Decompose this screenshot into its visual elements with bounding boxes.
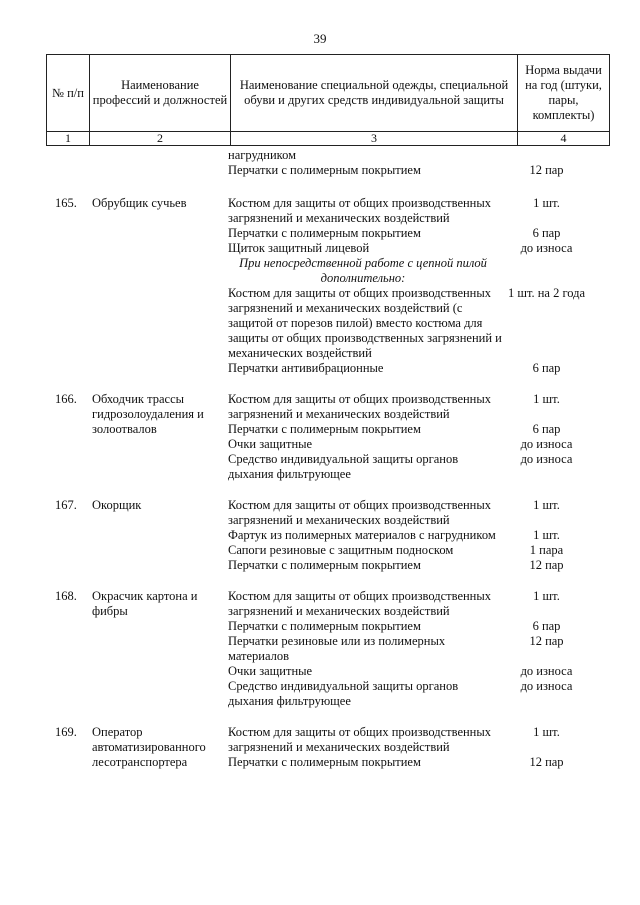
ppe-item (222, 755, 589, 770)
item-text: Перчатки резиновые или из полимерных материалов (228, 634, 446, 663)
ppe-item (222, 286, 589, 361)
entry-profession: Окрасчик картона и фибры (92, 589, 198, 618)
item-text: Очки защитные (228, 437, 313, 451)
entry-profession: Окорщик (92, 498, 142, 512)
header-num-3: 3 (231, 132, 518, 146)
ppe-item (222, 634, 589, 664)
item-text: При непосредственной работе с цепной пилой дополнительно: (239, 256, 487, 285)
entry-number: 168. (55, 589, 77, 603)
header-num-2: 2 (90, 132, 231, 146)
table-row (46, 498, 589, 573)
item-norm (504, 256, 589, 286)
item-norm: 1 пара (529, 543, 564, 557)
header-num-1: 1 (47, 132, 90, 146)
item-norm: до износа (520, 679, 573, 693)
ppe-item (222, 558, 589, 573)
ppe-item (222, 619, 589, 634)
item-norm: 12 пар (529, 634, 564, 648)
entry-profession: Оператор автоматизированного лесотранспортера (92, 725, 206, 769)
ppe-item (222, 725, 589, 755)
item-norm: 1 шт. (533, 725, 560, 739)
ppe-item (222, 679, 589, 709)
item-text: Перчатки антивибрационные (228, 361, 384, 375)
item-norm: до износа (520, 437, 573, 451)
item-text: Перчатки с полимерным покрытием (228, 163, 421, 177)
item-norm: 12 пар (529, 163, 564, 177)
table-header (46, 54, 610, 146)
entries-list (46, 196, 589, 770)
table-row (46, 725, 589, 770)
entry-number: 169. (55, 725, 77, 739)
item-text: Костюм для защиты от общих производственных загрязнений и механических воздействий (228, 725, 492, 754)
ppe-item (222, 664, 589, 679)
item-norm: 6 пар (532, 619, 561, 633)
item-text: Перчатки с полимерным покрытием (228, 226, 421, 240)
continuation-block (46, 148, 589, 178)
ppe-item (222, 241, 589, 256)
item-norm: 12 пар (529, 558, 564, 572)
item-text: Средство индивидуальной защиты органов дыхания фильтрующее (228, 679, 459, 708)
header-col-norm: Норма выдачи на год (штуки, пары, комплекты) (518, 55, 610, 132)
item-text: Средство индивидуальной защиты органов дыхания фильтрующее (228, 452, 459, 481)
ppe-item (222, 528, 589, 543)
item-norm: 1 шт. (533, 589, 560, 603)
continuation-item (46, 148, 589, 163)
table-row (46, 392, 589, 482)
header-num-4: 4 (518, 132, 610, 146)
table-row (46, 589, 589, 709)
ppe-item (222, 226, 589, 241)
header-col-profession: Наименование профессий и должностей (90, 55, 231, 132)
item-norm: 1 шт. (533, 392, 560, 406)
item-norm (504, 148, 589, 163)
entry-number: 166. (55, 392, 77, 406)
item-norm: 1 шт. (533, 498, 560, 512)
ppe-item (222, 437, 589, 452)
continuation-item (46, 163, 589, 178)
item-text: Перчатки с полимерным покрытием (228, 558, 421, 572)
ppe-item (222, 361, 589, 376)
ppe-item (222, 543, 589, 558)
item-text: Перчатки с полимерным покрытием (228, 619, 421, 633)
item-norm: 12 пар (529, 755, 564, 769)
item-text: Костюм для защиты от общих производственных загрязнений и механических воздействий (с защитой от порезов пилой) вместо костюма для защиты от общих производственных загрязнений и механических воздействий (228, 286, 502, 360)
header-col-number: № п/п (47, 55, 90, 132)
item-text: Сапоги резиновые с защитным подноском (228, 543, 454, 557)
item-norm: 6 пар (532, 361, 561, 375)
item-text: Перчатки с полимерным покрытием (228, 755, 421, 769)
ppe-item (222, 589, 589, 619)
item-norm: 1 шт. (533, 528, 560, 542)
item-text: Костюм для защиты от общих производственных загрязнений и механических воздействий (228, 498, 492, 527)
item-text: Фартук из полимерных материалов с нагрудником (228, 528, 496, 542)
ppe-item (222, 256, 589, 286)
ppe-item (222, 452, 589, 482)
entry-profession: Обходчик трассы гидрозолоудаления и золоотвалов (92, 392, 204, 436)
item-norm: 1 шт. (533, 196, 560, 210)
item-text: нагрудником (228, 148, 297, 162)
item-text: Перчатки с полимерным покрытием (228, 422, 421, 436)
entry-number: 167. (55, 498, 77, 512)
item-norm: до износа (520, 664, 573, 678)
item-norm: 1 шт. на 2 года (507, 286, 586, 300)
item-norm: до износа (520, 452, 573, 466)
table-body (46, 148, 589, 786)
item-text: Очки защитные (228, 664, 313, 678)
ppe-item (222, 392, 589, 422)
page-number: 39 (313, 31, 327, 46)
ppe-item (222, 196, 589, 226)
item-norm: 6 пар (532, 422, 561, 436)
item-text: Костюм для защиты от общих производственных загрязнений и механических воздействий (228, 589, 492, 618)
item-norm: 6 пар (532, 226, 561, 240)
entry-number: 165. (55, 196, 77, 210)
header-col-ppe: Наименование специальной одежды, специальной обуви и других средств индивидуальной защиты (231, 55, 518, 132)
entry-profession: Обрубщик сучьев (92, 196, 187, 210)
item-text: Костюм для защиты от общих производственных загрязнений и механических воздействий (228, 392, 492, 421)
item-text: Щиток защитный лицевой (228, 241, 370, 255)
ppe-item (222, 422, 589, 437)
ppe-item (222, 498, 589, 528)
item-norm: до износа (520, 241, 573, 255)
item-text: Костюм для защиты от общих производственных загрязнений и механических воздействий (228, 196, 492, 225)
table-row (46, 196, 589, 376)
